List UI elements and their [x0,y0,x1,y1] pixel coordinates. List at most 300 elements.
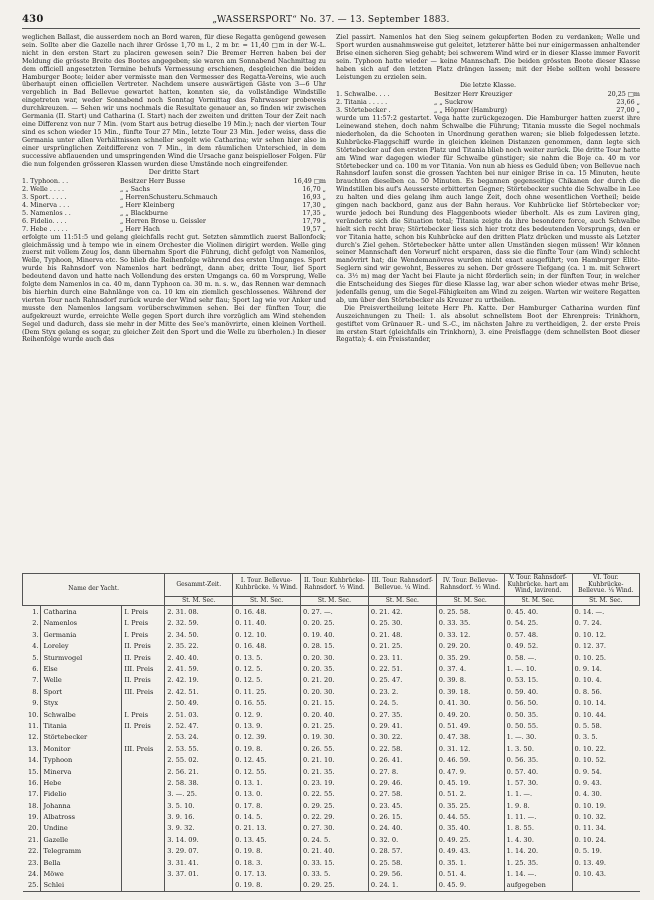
time-cell: 3. 31. 41. [165,857,233,868]
time-cell: 0. 51. 4. [436,868,504,879]
paragraph: weglichen Ballast, die ausserdem noch an Bord waren, für diese Regatta genügend gewesen sein. Sollte aber die Gazelle nach ihrer Grösse 1,70 m l., 2 m br. = 11,40 □m in der W.-L. nicht in den ersten Start zu placiren gewesen sein? Die Bremer Herren haben bei der Meldung die grösste Breite des Bootes angegeben; sie waren am Sonnabend Nachmittag zu dem officiell angesetzten Termine behufs Vermessung erschienen, desgleichen die beiden Hamburger Boote; leider aber vermisste man den Vermesser des Regatta-Vereins, wie auch überhaupt einen officiellen Vertreter. Nachdem unsere auswärtigen Gäste von 3—6 Uhr vergeblich in Bad Bellevue gewartet hatten, konnten sie, da vollständige Windstille eingetreten war, weder Sonnabend noch Sonntag Vormittag das Fahrwasser probeweis durchkreuzen. — Sehen wir uns nochmals die Resultate genauer an, so finden wir zwischen Germania (II. Start) und Catharina (I. Start) nach der zweiten und dritten Tour der Zeit nach eine Differenz von nur 7 Min. (vom Start aus betrug dieselbe 19 Min.); nach der vierten Tour sind es schon wieder 15 Min., fünfte Tour 27 Min., letzte Tour 23 Min. Jeder weiss, dass die Germania unter allen Verhältnissen schneller segelt wie Catharina; wir sehen hier also in einer ursprünglichen Zeitdifferenz von 7 Min., in dem räumlichen Unterschied, in dem successive abflauenden und umspringenden Wind die Ursache ganz beispielloser Folgen. Für die nun folgenden grösseren Klassen wurden diese Umstände noch eingreifender. [22,34,326,168]
prize-cell [122,766,165,777]
units-header: St. M. Sec. [368,596,436,606]
time-cell: 0. 21. 25. [301,720,369,731]
table-row [23,743,640,754]
col-header-tour3: III. Tour. Rahnsdorf-Bellevue. ¼ Wind. [368,574,436,597]
time-cell: 0. 51. 49. [436,720,504,731]
time-cell: 0. 57. 48. [504,629,572,640]
result-row [22,178,326,186]
page-number: 430 [22,14,44,25]
yacht-cell: Gazelle [41,834,122,845]
table-row [23,618,640,629]
time-cell: 0. 58. —. [504,652,572,663]
prize-cell [122,823,165,834]
prize-cell [122,754,165,765]
time-cell: 0. 17. 13. [233,868,301,879]
time-cell: 0. 23. 2. [368,686,436,697]
prize-cell: I. Preis [122,709,165,720]
time-cell [572,880,639,892]
time-cell: 0. 10. 25. [572,652,639,663]
table-row [23,834,640,845]
time-cell: 0. 21. 35. [301,766,369,777]
time-cell: 0. 35. 1. [436,857,504,868]
yacht-name: 3. Störtebecker . [336,106,391,115]
yacht-cell: Minerva [41,766,122,777]
table-row [23,606,640,618]
time-cell: 2. 42. 19. [165,675,233,686]
time-cell: 0. 44. 55. [436,811,504,822]
rank-cell: 23. [27,858,39,867]
time-cell: 0. 9. 54. [572,766,639,777]
rank-cell: 8. [32,687,39,696]
page-header [22,14,640,29]
col-header-total: Gesammt-Zeit. [165,574,233,597]
time-cell: 0. 16. 48. [233,641,301,652]
prize-cell: II. Preis [122,652,165,663]
table-row [23,663,640,674]
time-cell: 0. 10. 19. [572,800,639,811]
time-cell: 0. 26. 41. [368,754,436,765]
yacht-name: 3. Sport. . . . . [22,193,67,202]
time-cell: 2. 58. 38. [165,777,233,788]
time-cell: 0. 12. 5. [233,675,301,686]
section-heading: Der dritte Start [148,168,200,177]
time-cell: 0. 19. 40. [301,629,369,640]
time-cell: 0. 20. 30. [301,686,369,697]
time-cell: 0. 29. 56. [368,868,436,879]
rank-cell: 17. [27,790,39,799]
time-cell: 0. 39. 8. [436,675,504,686]
units-header: St. M. Sec. [572,596,639,606]
yacht-owner: „ Herr Kleinberg [120,201,175,210]
time-cell: 0. 41. 30. [436,698,504,709]
right-column [336,34,640,569]
table-row [23,868,640,879]
rank-cell: 11. [27,721,39,730]
time-cell: 0. 20. 35. [301,663,369,674]
units-header: St. M. Sec. [436,596,504,606]
prize-cell [122,789,165,800]
prize-cell [122,811,165,822]
time-cell: 0. 33. 12. [436,629,504,640]
prize-cell [122,846,165,857]
time-cell [165,880,233,892]
time-cell: 0. 10. 32. [572,811,639,822]
time-cell: 0. 45. 40. [504,606,572,618]
yacht-owner: „ Herren Brose u. Geissler [120,216,206,225]
time-cell: 0. 25. 47. [368,675,436,686]
time-cell: 0. 56. 35. [504,754,572,765]
table-row [23,880,640,892]
yacht-area: 16,93 „ [302,193,326,202]
rank-cell: 25. [23,880,41,892]
prize-cell [122,698,165,709]
yacht-name: 1. Schwalbe. . . . [336,90,390,99]
yacht-name: 1. Typhoon. . . [22,177,69,186]
prize-cell [122,732,165,743]
time-cell: 0. 35. 25. [436,800,504,811]
time-cell: 0. 56. 50. [504,698,572,709]
rank-cell: 22. [27,847,39,856]
yacht-cell: Sport [41,686,122,697]
rank-cell: 15. [27,767,39,776]
table-row [23,811,640,822]
yacht-cell: Namenlos [41,618,122,629]
prize-cell: I. Preis [122,618,165,629]
time-cell: 1. 14. —. [504,868,572,879]
time-cell: 2. 51. 03. [165,709,233,720]
time-cell: 0. 24. 5. [301,834,369,845]
prize-cell [122,834,165,845]
col-header-tour6: VI. Tour. Kuhbrücke-Bellevue. ¼ Wind. [572,574,639,597]
time-cell: 3. 9. 32. [165,823,233,834]
yacht-name: 6. Fidelio. . . . [22,216,67,225]
yacht-area: 23,66 „ [616,98,640,107]
time-cell: 0. 51. 2. [436,789,504,800]
time-cell: 0. 32. 0. [368,834,436,845]
left-column [22,34,326,569]
time-cell: 0. 14. —. [572,606,639,618]
time-cell: 0. 53. 15. [504,675,572,686]
time-cell: 0. 9. 14. [572,663,639,674]
rank-cell: 7. [32,676,39,685]
time-cell: 0. 7. 24. [572,618,639,629]
table-row [23,777,640,788]
yacht-name: 7. Hebe . . . . . [22,224,68,233]
yacht-cell: Schlei [41,880,122,892]
time-cell: 0. 19. 8. [233,880,301,892]
time-cell: 0. 30. 22. [368,732,436,743]
time-cell: 0. 13. 45. [233,834,301,845]
time-cell: 0. 24. 1. [368,880,436,892]
time-cell: 0. 24. 5. [368,698,436,709]
paragraph: erfolgte um 11:51:5 und gelang gleichfalls recht gut. Setzten sämmtlich zuerst Ballonfock; gleichmässig und à tempo wie in einem Orchester die Violinen dirigirt werden. Welle ging zuerst mit vollem Zeug los, dann übernahm Sport die Führung, dicht gefolgt von Namenlos, Welle, Typhoon, Minerva etc. So blieb die Reihenfolge während des ersten Umganges. Sport wurde bis Rahnsdorf von Namenlos hart bedrängt, dann aber, dritte Tour, lief Sport bedeutend davon und hatte nach Vollendung des ersten Umgangs ca. 60 m Vorsprung, Welle folgte dem Namenlos in ca. 40 m, dann Typhoon ca. 30 m. n. s. w., das Rennen war demnach bis hierhin durch eine Bahnlänge von ca. 10 km ein ziemlich geschlossenes. Während der vierten Tour nach Rahnsdorf zurück wurde der Wind sehr flau; Sport lag wie vor Anker und musste den Namenlos langsam vorüberschwimmen sehen. Bei der fünften Tour, die aufgekreuzt wurde, erreichte Welle gegen Sport durch ihre vorzüglich am Wind stehenden Segel und dadurch, dass sie mehr in der Mitte des See's manövrirte, einen kleinen Vortheil. (Dem Styx gelang es sogar, zu gleicher Zeit den Sport und die Welle zu überholen.) In dieser Reihenfolge wurde auch das [22,232,326,344]
yacht-cell: Germania [41,629,122,640]
time-cell: 0. 47. 9. [436,766,504,777]
time-cell: 0. 13. 0. [233,789,301,800]
time-cell: 0. 28. 15. [301,641,369,652]
time-cell: 0. 12. 10. [233,629,301,640]
time-cell: 0. 14. 5. [233,811,301,822]
time-cell: 0. 49. 43. [436,846,504,857]
time-cell: 0. 10. 12. [572,629,639,640]
time-cell: 0. 3. 5. [572,732,639,743]
table-row [23,641,640,652]
time-cell: 0. 29. 25. [301,880,369,892]
time-cell: 1. 14. 20. [504,846,572,857]
time-cell: 3. 9. 16. [165,811,233,822]
time-cell: 0. 23. 19. [301,777,369,788]
time-cell: 3. 29. 07. [165,846,233,857]
time-cell: 3. 14. 09. [165,834,233,845]
time-cell: 0. 27. 58. [368,789,436,800]
time-cell: 0. 49. 20. [436,709,504,720]
rank-cell: 14. [27,756,39,765]
time-cell: 2. 55. 02. [165,754,233,765]
time-cell: 0. 21. 48. [368,629,436,640]
time-cell: 0. 21. 25. [368,641,436,652]
yacht-owner: „ „ Höpner (Hamburg) [434,106,507,115]
time-cell: 0. 33. 15. [301,857,369,868]
results-list [22,178,326,233]
prize-cell [122,800,165,811]
table-row [23,800,640,811]
prize-cell: I. Preis [122,629,165,640]
time-cell: 0. 23. 11. [368,652,436,663]
time-cell: 0. 20. 40. [301,709,369,720]
yacht-cell: Hebe [41,777,122,788]
time-cell: 0. 22. 51. [368,663,436,674]
results-table [22,573,640,892]
time-cell: 0. 59. 40. [504,686,572,697]
time-cell: 1. —. 10. [504,663,572,674]
time-cell: 2. 35. 22. [165,641,233,652]
rank-cell: 3. [32,630,39,639]
time-cell: 0. 25. 30. [368,618,436,629]
time-cell: 0. 4. 30. [572,789,639,800]
time-cell: 2. 32. 59. [165,618,233,629]
time-cell: 0. 35. 29. [436,652,504,663]
time-cell: 0. 10. 43. [572,868,639,879]
yacht-cell: Fidelio [41,789,122,800]
yacht-area: 17,35 „ [302,208,326,217]
prize-cell: II. Preis [122,641,165,652]
rank-cell: 12. [27,733,39,742]
time-cell: 2. 52. 47. [165,720,233,731]
time-cell: 0. 12. 45. [233,754,301,765]
time-cell: 0. 35. 40. [436,823,504,834]
time-cell: 0. 50. 35. [504,709,572,720]
time-cell: 0. 26. 55. [301,743,369,754]
time-cell: 0. 12. 9. [233,709,301,720]
time-cell: 0. 13. 5. [233,652,301,663]
time-cell: 0. 20. 30. [301,652,369,663]
article-columns [22,34,640,569]
yacht-cell: Catharina [41,606,122,618]
col-header-tour1: I. Tour. Bellevue-Kuhbrücke. ¼ Wind. [233,574,301,597]
yacht-cell: Sturmvogel [41,652,122,663]
time-cell: 2. 41. 59. [165,663,233,674]
running-title: „WASSERSPORT“ No. 37. — 13. September 1883. [212,15,450,25]
yacht-cell: Telegramm [41,846,122,857]
time-cell: 0. 49. 52. [504,641,572,652]
time-cell: 0. 45. 19. [436,777,504,788]
rank-cell: 4. [32,642,39,651]
yacht-cell: Loreley [41,641,122,652]
yacht-name: 2. Welle . . . . [22,185,65,194]
units-header: St. M. Sec. [233,596,301,606]
rank-cell: 13. [27,744,39,753]
table-row [23,720,640,731]
time-cell: 2. 53. 24. [165,732,233,743]
time-cell: 2. 50. 49. [165,698,233,709]
rank-cell: 21. [27,835,39,844]
yacht-cell: Welle [41,675,122,686]
prize-cell [122,777,165,788]
yacht-owner: Besitzer Herr Kreuziger [434,90,513,99]
rank-cell: 16. [27,778,39,787]
time-cell: 0. 16. 48. [233,606,301,618]
time-cell: 0. 27. 30. [301,823,369,834]
time-cell: 0. 47. 38. [436,732,504,743]
time-cell: 0. 16. 55. [233,698,301,709]
table-body [23,606,640,892]
time-cell: 0. 21. 13. [233,823,301,834]
time-cell: 0. 19. 8. [233,846,301,857]
rank-cell: 10. [27,710,39,719]
time-cell: 3. 37. 01. [165,868,233,879]
time-cell: 0. 33. 35. [436,618,504,629]
time-cell: 3. —. 25. [165,789,233,800]
yacht-owner: „ „ Suckrow [434,98,474,107]
rank-cell: 5. [32,653,39,662]
time-cell: 0. 12. 55. [233,766,301,777]
units-header: St. M. Sec. [504,596,572,606]
yacht-name: 2. Titania . . . . . [336,98,388,107]
yacht-cell: Bella [41,857,122,868]
yacht-cell: Undine [41,823,122,834]
time-cell: 0. 29. 25. [301,800,369,811]
time-cell: 2. 56. 21. [165,766,233,777]
yacht-cell: Störtebecker [41,732,122,743]
table-row [23,698,640,709]
time-cell: 0. 10. 44. [572,709,639,720]
time-cell: 2. 42. 51. [165,686,233,697]
table-row [23,675,640,686]
col-header-tour2: II. Tour. Kuhbrücke-Rahnsdorf. ½ Wind. [301,574,369,597]
time-cell: 0. 21. 40. [301,846,369,857]
rank-cell: 20. [27,824,39,833]
units-header: St. M. Sec. [165,596,233,606]
yacht-area: 16,70 „ [302,185,326,194]
table-row [23,686,640,697]
time-cell: 0. 21. 20. [301,675,369,686]
table-row [23,754,640,765]
time-cell: 0. 27. —. [301,606,369,618]
yacht-cell: Styx [41,698,122,709]
time-cell: 0. 13. 9. [233,720,301,731]
time-cell: 0. 12. 37. [572,641,639,652]
paragraph: Ziel passirt. Namenlos hat den Sieg seinem gekupferten Boden zu verdanken; Welle und Sport wurden ausnahmsweise gut geleitet, letzterer hätte bei nur einigermassen anhaltender Brise einen sicheren Sieg gehabt; bei schwerem Wind wird er in dieser Klasse immer Favorit sein. Typhoon hatte wieder — keine Mannschaft. Die beiden grössten Boote dieser Klasse haben sich auf den letzten Platz drängen lassen; mit der Hebe sollten wohl bessere Leistungen zu erzielen sein. [336,34,640,81]
time-cell: 1. 3. 50. [504,743,572,754]
yacht-area: 19,57 „ [302,224,326,233]
time-cell: 0. 27. 35. [368,709,436,720]
time-cell: 0. 11. 25. [233,686,301,697]
table-row [23,652,640,663]
section-heading: Die letzte Klasse. [459,81,517,90]
time-cell: 0. 23. 45. [368,800,436,811]
time-cell: 0. 11. 34. [572,823,639,834]
table-row [23,823,640,834]
time-cell: 0. 22. 29. [301,811,369,822]
prize-cell: III. Preis [122,663,165,674]
time-cell: 0. 12. 39. [233,732,301,743]
col-header-tour4: IV. Tour. Bellevue-Rahnsdorf. ½ Wind. [436,574,504,597]
table-row [23,709,640,720]
time-cell: 0. 26. 15. [368,811,436,822]
prize-cell: III. Preis [122,743,165,754]
time-cell: 0. 31. 12. [436,743,504,754]
time-cell: 0. 12. 5. [233,663,301,674]
time-cell: 0. 17. 8. [233,800,301,811]
yacht-owner: „ Herr Hach [120,224,160,233]
time-cell: 0. 49. 25. [436,834,504,845]
time-cell: 0. 24. 40. [368,823,436,834]
prize-cell: I. Preis [122,606,165,618]
time-cell: 0. 21. 15. [301,698,369,709]
prize-cell [122,857,165,868]
time-cell: 0. 29. 41. [368,720,436,731]
rank-cell: 24. [27,870,39,879]
time-cell: 0. 46. 59. [436,754,504,765]
yacht-owner: „ HerrenSchusteru.Schmauch [120,193,218,202]
time-cell: 0. 18. 3. [233,857,301,868]
time-cell: 0. 11. 40. [233,618,301,629]
time-cell: 1. 4. 30. [504,834,572,845]
time-cell: 0. 39. 18. [436,686,504,697]
yacht-cell: Schwalbe [41,709,122,720]
time-cell: 0. 29. 46. [368,777,436,788]
table-row [23,846,640,857]
time-cell: 0. 20. 25. [301,618,369,629]
time-cell: 3. 5. 10. [165,800,233,811]
time-cell: 0. 22. 55. [301,789,369,800]
col-header-tour5: V. Tour. Rahnsdorf-Kuhbrücke. hart am Wind, lavirend. [504,574,572,597]
time-cell: 0. 13. 49. [572,857,639,868]
yacht-area: 27,00 „ [616,106,640,115]
time-cell: 0. 25. 58. [368,857,436,868]
yacht-name: 4. Minerva . . . [22,201,70,210]
table-row [23,857,640,868]
time-cell: 1. 9. 8. [504,800,572,811]
time-cell: 0. 5. 58. [572,720,639,731]
rank-cell: 1. [32,608,39,617]
prize-cell [122,880,165,892]
yacht-cell: Möwe [41,868,122,879]
table-row [23,789,640,800]
yacht-area: 16,49 □m [293,177,326,186]
time-cell: 0. 50. 55. [504,720,572,731]
table-row [23,732,640,743]
yacht-cell: Albatross [41,811,122,822]
yacht-cell: Typhoon [41,754,122,765]
rank-cell: 19. [27,813,39,822]
rank-cell: 6. [32,665,39,674]
time-cell: 1. 57. 30. [504,777,572,788]
results-list [336,91,640,115]
yacht-area: 20,25 □m [607,90,640,99]
paragraph: wurde um 11:57:2 gestartet. Vega hatte zurückgezogen. Die Hamburger hatten zuerst ihre Leinewand stehen, doch nahm Schwalbe die Führung; Titania musste die Segel nochmals niederholen, da die Schooten in Unordnung gerathen waren; sie blieb folgedessen letzte. Kuhbrücke-Flaggschiff wurde in gleichen kleinen Distanzen genommen, dann legte sich Störtebecker auf den ersten Platz und Titania blieb noch weiter zurück. Die dritte Tour hatte am Wind war dagegen wieder für Schwalbe günstiger; sie nahm die Boje ca. 40 m vor Störtebecker und ca. 100 m vor Titania. Von nun ab hiess es Geduld üben; von Bellevue nach Rahnsdorf laufen sonst die grossen Yachten bei nur einiger Brise in ca. 15 Minuten, heute brauchten dieselben ca. 50 Minuten. Es begannen gegenseitige Chikanen der durch die Windstillen bis auf's Aeusserste erbitterten Gegner; Störtebecker suchte die Schwalbe in Lee zu halten und dies gelang ihm auch lange Zeit, doch ohne wesentlichen Vortheil; beide gingen nach backbord, ganz aus der Bahn heraus. Vor Kuhbrücke lief Störtebecker vor; wurde jedoch bei Rundung des Flaggenboots wieder überholt. Als es zum Laviren ging, veränderte sich die Situation total; Titania zeigte da ihre besondere force, auch Schwalbe hielt sich recht brav; Störtebecker liess sich hier trotz des bedeutenden Vorsprungs, den er vor Titania hatte, schon bis Kuhbrücke auf den dritten Platz drücken und musste als Letzter durch's Ziel gehen. Störtebecker hätte unter allen Umständen siegen müssen! Wir können seiner Mannschaft den Vorwurf nicht ersparen, dass sie die fünfte Tour (am Wind) schlecht manövrirt hat; die Wendemanövres wurden nicht exact ausgeführt; von Hamburger Elite-Seglern sind wir gewohnt, Besseres zu sehen. Der grössere Tiefgang (ca. 1 m. mit Schwert ca. 3½ m) mag der Yacht bei Flaute ja nicht förderlich sein; in der fünften Tour, in welcher die Entscheidung des Sieges für diese Klasse lag, war aber schon wieder etwas mehr Brise, jedenfalls genug, um die Segel-Fähigkeiten am Wind zu zeigen. Warten wir weitere Regatten ab, um über den Störtebecker als Kreuzer zu urtheilen. [336,114,640,304]
time-cell: 0. 10. 52. [572,754,639,765]
yacht-cell: Else [41,663,122,674]
rank-cell: 2. [32,619,39,628]
time-cell: 2. 53. 55. [165,743,233,754]
rank-cell: 9. [32,699,39,708]
yacht-owner: Besitzer Herr Busse [120,177,186,186]
time-cell: 0. 10. 22. [572,743,639,754]
time-cell: 1. 1. —. [504,789,572,800]
rank-cell: 18. [27,801,39,810]
time-cell: 1. —. 30. [504,732,572,743]
time-cell: 0. 37. 4. [436,663,504,674]
prize-cell: III. Preis [122,686,165,697]
time-cell: 0. 28. 57. [368,846,436,857]
prize-cell [122,868,165,879]
yacht-cell: Monitor [41,743,122,754]
time-cell: 0. 19. 30. [301,732,369,743]
time-cell: 0. 19. 8. [233,743,301,754]
